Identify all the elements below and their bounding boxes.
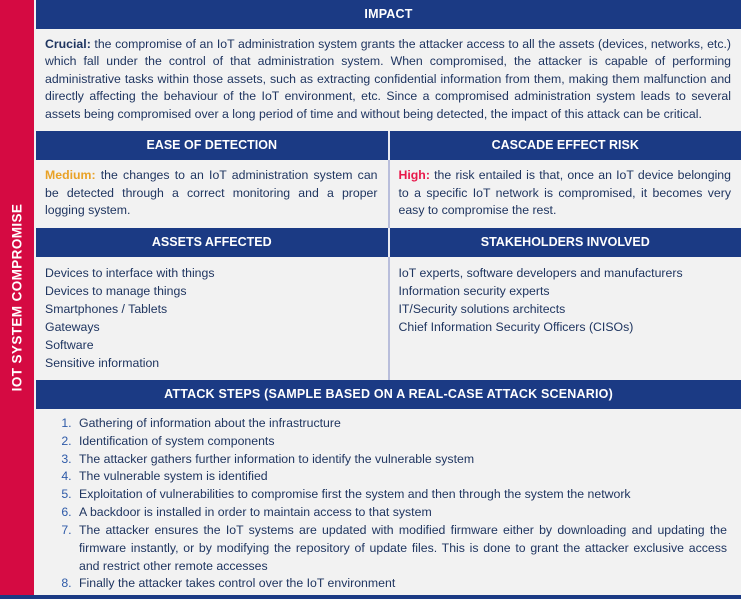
attack-step-item xyxy=(75,433,727,451)
section-header-ease-of-detection: EASE OF DETECTION xyxy=(36,131,390,160)
impact-text: the compromise of an IoT administration system grants the attacker access to all the assets (devices, networks, etc.) which fall under the control of that administration system. When compromised, the attacker is capable of performing administrative tasks within those assets, such as extracting confidential information from them, making them malfunction and directly affecting the behaviour of the IoT environment, etc. Since a compromised administration system leads to several assets being compromised over a long period of time and without being detected, the impact of this attack can be critical. xyxy=(45,37,731,121)
list-item: Information security experts xyxy=(398,283,550,298)
section-header-row-assets-stakeholders xyxy=(36,228,741,257)
section-header-cascade-effect-risk: CASCADE EFFECT RISK xyxy=(390,131,741,160)
attack-steps-body xyxy=(36,409,741,599)
attack-step-item xyxy=(75,415,727,433)
attack-step-text: 8. Finally the attacker takes control over the IoT environment xyxy=(79,576,396,591)
stakeholders-involved-body xyxy=(390,257,741,380)
row-detection-cascade xyxy=(36,160,741,227)
list-item: Gateways xyxy=(45,319,100,334)
cascade-effect-risk-text: the risk entailed is that, once an IoT device belonging to a specific IoT network is compromised, it becomes very easy to compromise the rest. xyxy=(398,168,731,218)
list-item: IoT experts, software developers and manufacturers xyxy=(398,265,683,280)
section-header-attack-steps: ATTACK STEPS (SAMPLE BASED ON A REAL-CASE ATTACK SCENARIO) xyxy=(36,380,741,409)
list-item: Chief Information Security Officers (CISOs) xyxy=(398,319,634,334)
assets-affected-body xyxy=(36,257,390,380)
ease-of-detection-body xyxy=(36,160,390,227)
attack-step-text: 3. The attacker gathers further information to identify the vulnerable system xyxy=(79,451,475,466)
list-item: IT/Security solutions architects xyxy=(398,301,566,316)
attack-step-text: 5. Exploitation of vulnerabilities to compromise first the system and then through the system the network xyxy=(79,487,631,502)
cascade-effect-risk-body xyxy=(390,160,741,227)
attack-step-item xyxy=(75,522,727,575)
section-header-row-detection-cascade xyxy=(36,131,741,160)
impact-lead: Crucial: xyxy=(45,37,91,51)
attack-step-item xyxy=(75,451,727,469)
list-item: Devices to interface with things xyxy=(45,265,215,280)
attack-step-text: 6. A backdoor is installed in order to maintain access to that system xyxy=(79,505,432,520)
attack-step-text: 1. Gathering of information about the infrastructure xyxy=(79,416,341,430)
attack-step-text: 4. The vulnerable system is identified xyxy=(79,469,268,484)
attack-steps-list xyxy=(45,415,727,593)
threat-name-label: IOT SYSTEM COMPROMISE xyxy=(9,203,25,392)
attack-step-item xyxy=(75,486,727,504)
row-assets-stakeholders xyxy=(36,257,741,380)
attack-step-item xyxy=(75,575,727,593)
stakeholders-involved-list xyxy=(399,264,732,336)
ease-of-detection-rating: Medium: xyxy=(45,168,96,183)
ease-of-detection-text: the changes to an IoT administration system can be detected through a correct monitoring and a proper logging system. xyxy=(45,168,378,218)
section-header-stakeholders-involved: STAKEHOLDERS INVOLVED xyxy=(390,228,741,257)
section-header-assets-affected: ASSETS AFFECTED xyxy=(36,228,390,257)
threat-name-band xyxy=(0,0,34,595)
assets-affected-list xyxy=(45,264,378,372)
attack-step-item xyxy=(75,468,727,486)
impact-body xyxy=(36,29,741,131)
attack-step-text: 2. Identification of system components xyxy=(79,433,275,448)
card-content xyxy=(36,0,741,595)
list-item: Smartphones / Tablets xyxy=(45,301,168,316)
attack-step-text: 7. The attacker ensures the IoT systems are updated with modified firmware either by downloading and updating the firmware instantly, or by modifying the repository of update files. This is done to grant the attacker exclusive access and restrict other remote accesses xyxy=(79,522,727,573)
cascade-effect-risk-rating: High: xyxy=(398,168,430,183)
list-item: Sensitive information xyxy=(45,355,160,370)
attack-step-item xyxy=(75,504,727,522)
list-item: Devices to manage things xyxy=(45,283,187,298)
list-item: Software xyxy=(45,337,94,352)
section-header-impact: IMPACT xyxy=(36,0,741,29)
